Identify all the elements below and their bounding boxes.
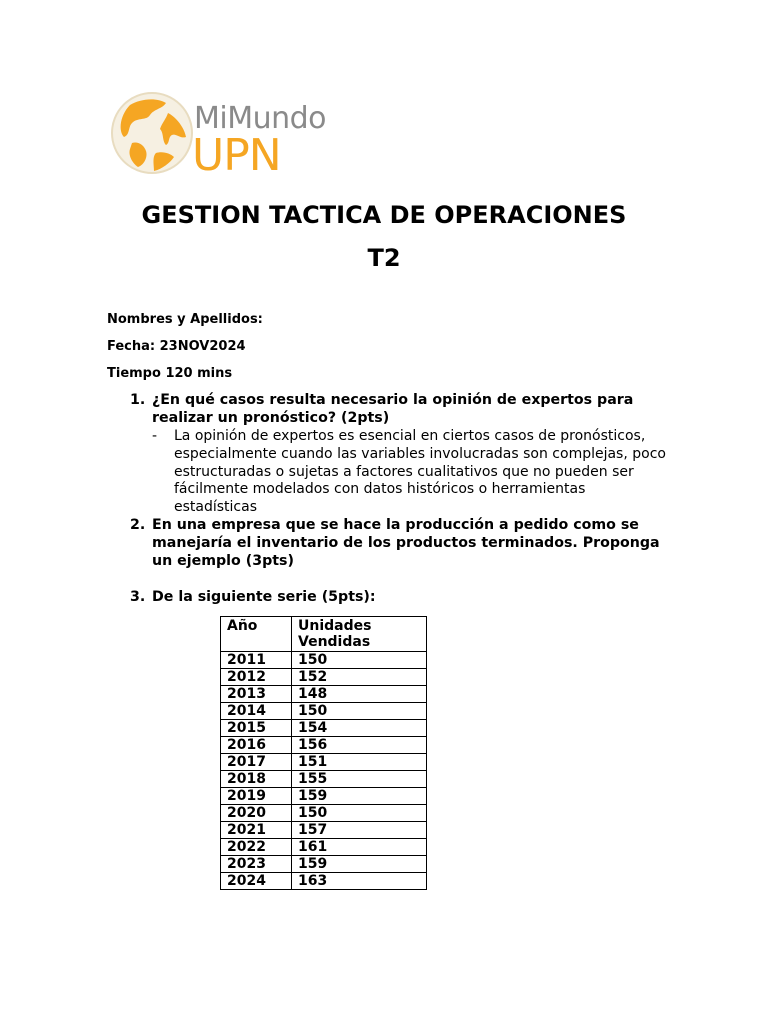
globe-icon [110, 91, 194, 175]
answer-text-line: La opinión de expertos es esencial en ciertos casos de pronósticos, [174, 428, 646, 444]
cell-units: 150 [292, 703, 427, 720]
cell-year: 2013 [221, 686, 292, 703]
answer-text-line: especialmente cuando las variables involucradas son complejas, poco [174, 445, 666, 462]
header-units [292, 617, 427, 652]
answer-text-line: fácilmente modelados con datos históricos o herramientas [174, 481, 586, 498]
table-row [221, 788, 427, 805]
cell-year: 2016 [221, 737, 292, 754]
cell-year: 2017 [221, 754, 292, 771]
table-row [221, 686, 427, 703]
question-number: 1. [130, 392, 146, 408]
cell-units: 159 [292, 856, 427, 873]
cell-units: 151 [292, 754, 427, 771]
cell-units: 148 [292, 686, 427, 703]
table-row [221, 771, 427, 788]
question-number: 2. [130, 517, 146, 533]
mimundo-upn-logo [110, 88, 330, 180]
header-units-line: Unidades [298, 618, 372, 634]
cell-year: 2023 [221, 856, 292, 873]
cell-year: 2011 [221, 652, 292, 669]
question-text-line: En una empresa que se hace la producción a pedido como se [152, 517, 639, 533]
cell-year: 2020 [221, 805, 292, 822]
answer-text-line: estructuradas o sujetas a factores cualitativos que no pueden ser [174, 463, 634, 480]
question-text-line: realizar un pronóstico? (2pts) [152, 410, 390, 426]
time-label: Tiempo 120 mins [107, 366, 233, 381]
table-row [221, 856, 427, 873]
table-row [221, 805, 427, 822]
header-units-line: Vendidas [298, 634, 371, 650]
logo-text-mimundo: MiMundo [194, 101, 327, 136]
question-text-line: ¿En qué casos resulta necesario la opinión de expertos para [152, 392, 634, 408]
cell-units: 154 [292, 720, 427, 737]
question-text-line: De la siguiente serie (5pts): [152, 589, 376, 605]
cell-units: 156 [292, 737, 427, 754]
table-header-row [221, 617, 427, 652]
table-row [221, 720, 427, 737]
cell-units: 163 [292, 873, 427, 890]
table-row [221, 839, 427, 856]
cell-year: 2019 [221, 788, 292, 805]
cell-units: 161 [292, 839, 427, 856]
cell-year: 2012 [221, 669, 292, 686]
logo-text-upn: UPN [192, 130, 281, 181]
table-row [221, 873, 427, 890]
cell-year: 2018 [221, 771, 292, 788]
table-row [221, 754, 427, 771]
sales-series-table [220, 616, 427, 890]
table-row [221, 737, 427, 754]
cell-units: 150 [292, 805, 427, 822]
question-number: 3. [130, 589, 146, 605]
table-row [221, 652, 427, 669]
document-subtitle: T2 [367, 244, 401, 272]
cell-year: 2022 [221, 839, 292, 856]
document-title: GESTION TACTICA DE OPERACIONES [141, 201, 627, 229]
names-label: Nombres y Apellidos: [107, 312, 263, 327]
answer-text-line: estadísticas [174, 499, 257, 516]
cell-year: 2015 [221, 720, 292, 737]
table-row [221, 822, 427, 839]
cell-year: 2014 [221, 703, 292, 720]
cell-units: 157 [292, 822, 427, 839]
cell-units: 155 [292, 771, 427, 788]
date-label: Fecha: 23NOV2024 [107, 339, 246, 354]
cell-year: 2024 [221, 873, 292, 890]
question-text-line: un ejemplo (3pts) [152, 553, 294, 569]
table-row [221, 669, 427, 686]
header-year: Año [221, 617, 292, 652]
table-row [221, 703, 427, 720]
cell-units: 159 [292, 788, 427, 805]
cell-year: 2021 [221, 822, 292, 839]
question-text-line: manejaría el inventario de los productos terminados. Proponga [152, 535, 660, 551]
bullet-dash: - [152, 428, 158, 444]
cell-units: 150 [292, 652, 427, 669]
cell-units: 152 [292, 669, 427, 686]
